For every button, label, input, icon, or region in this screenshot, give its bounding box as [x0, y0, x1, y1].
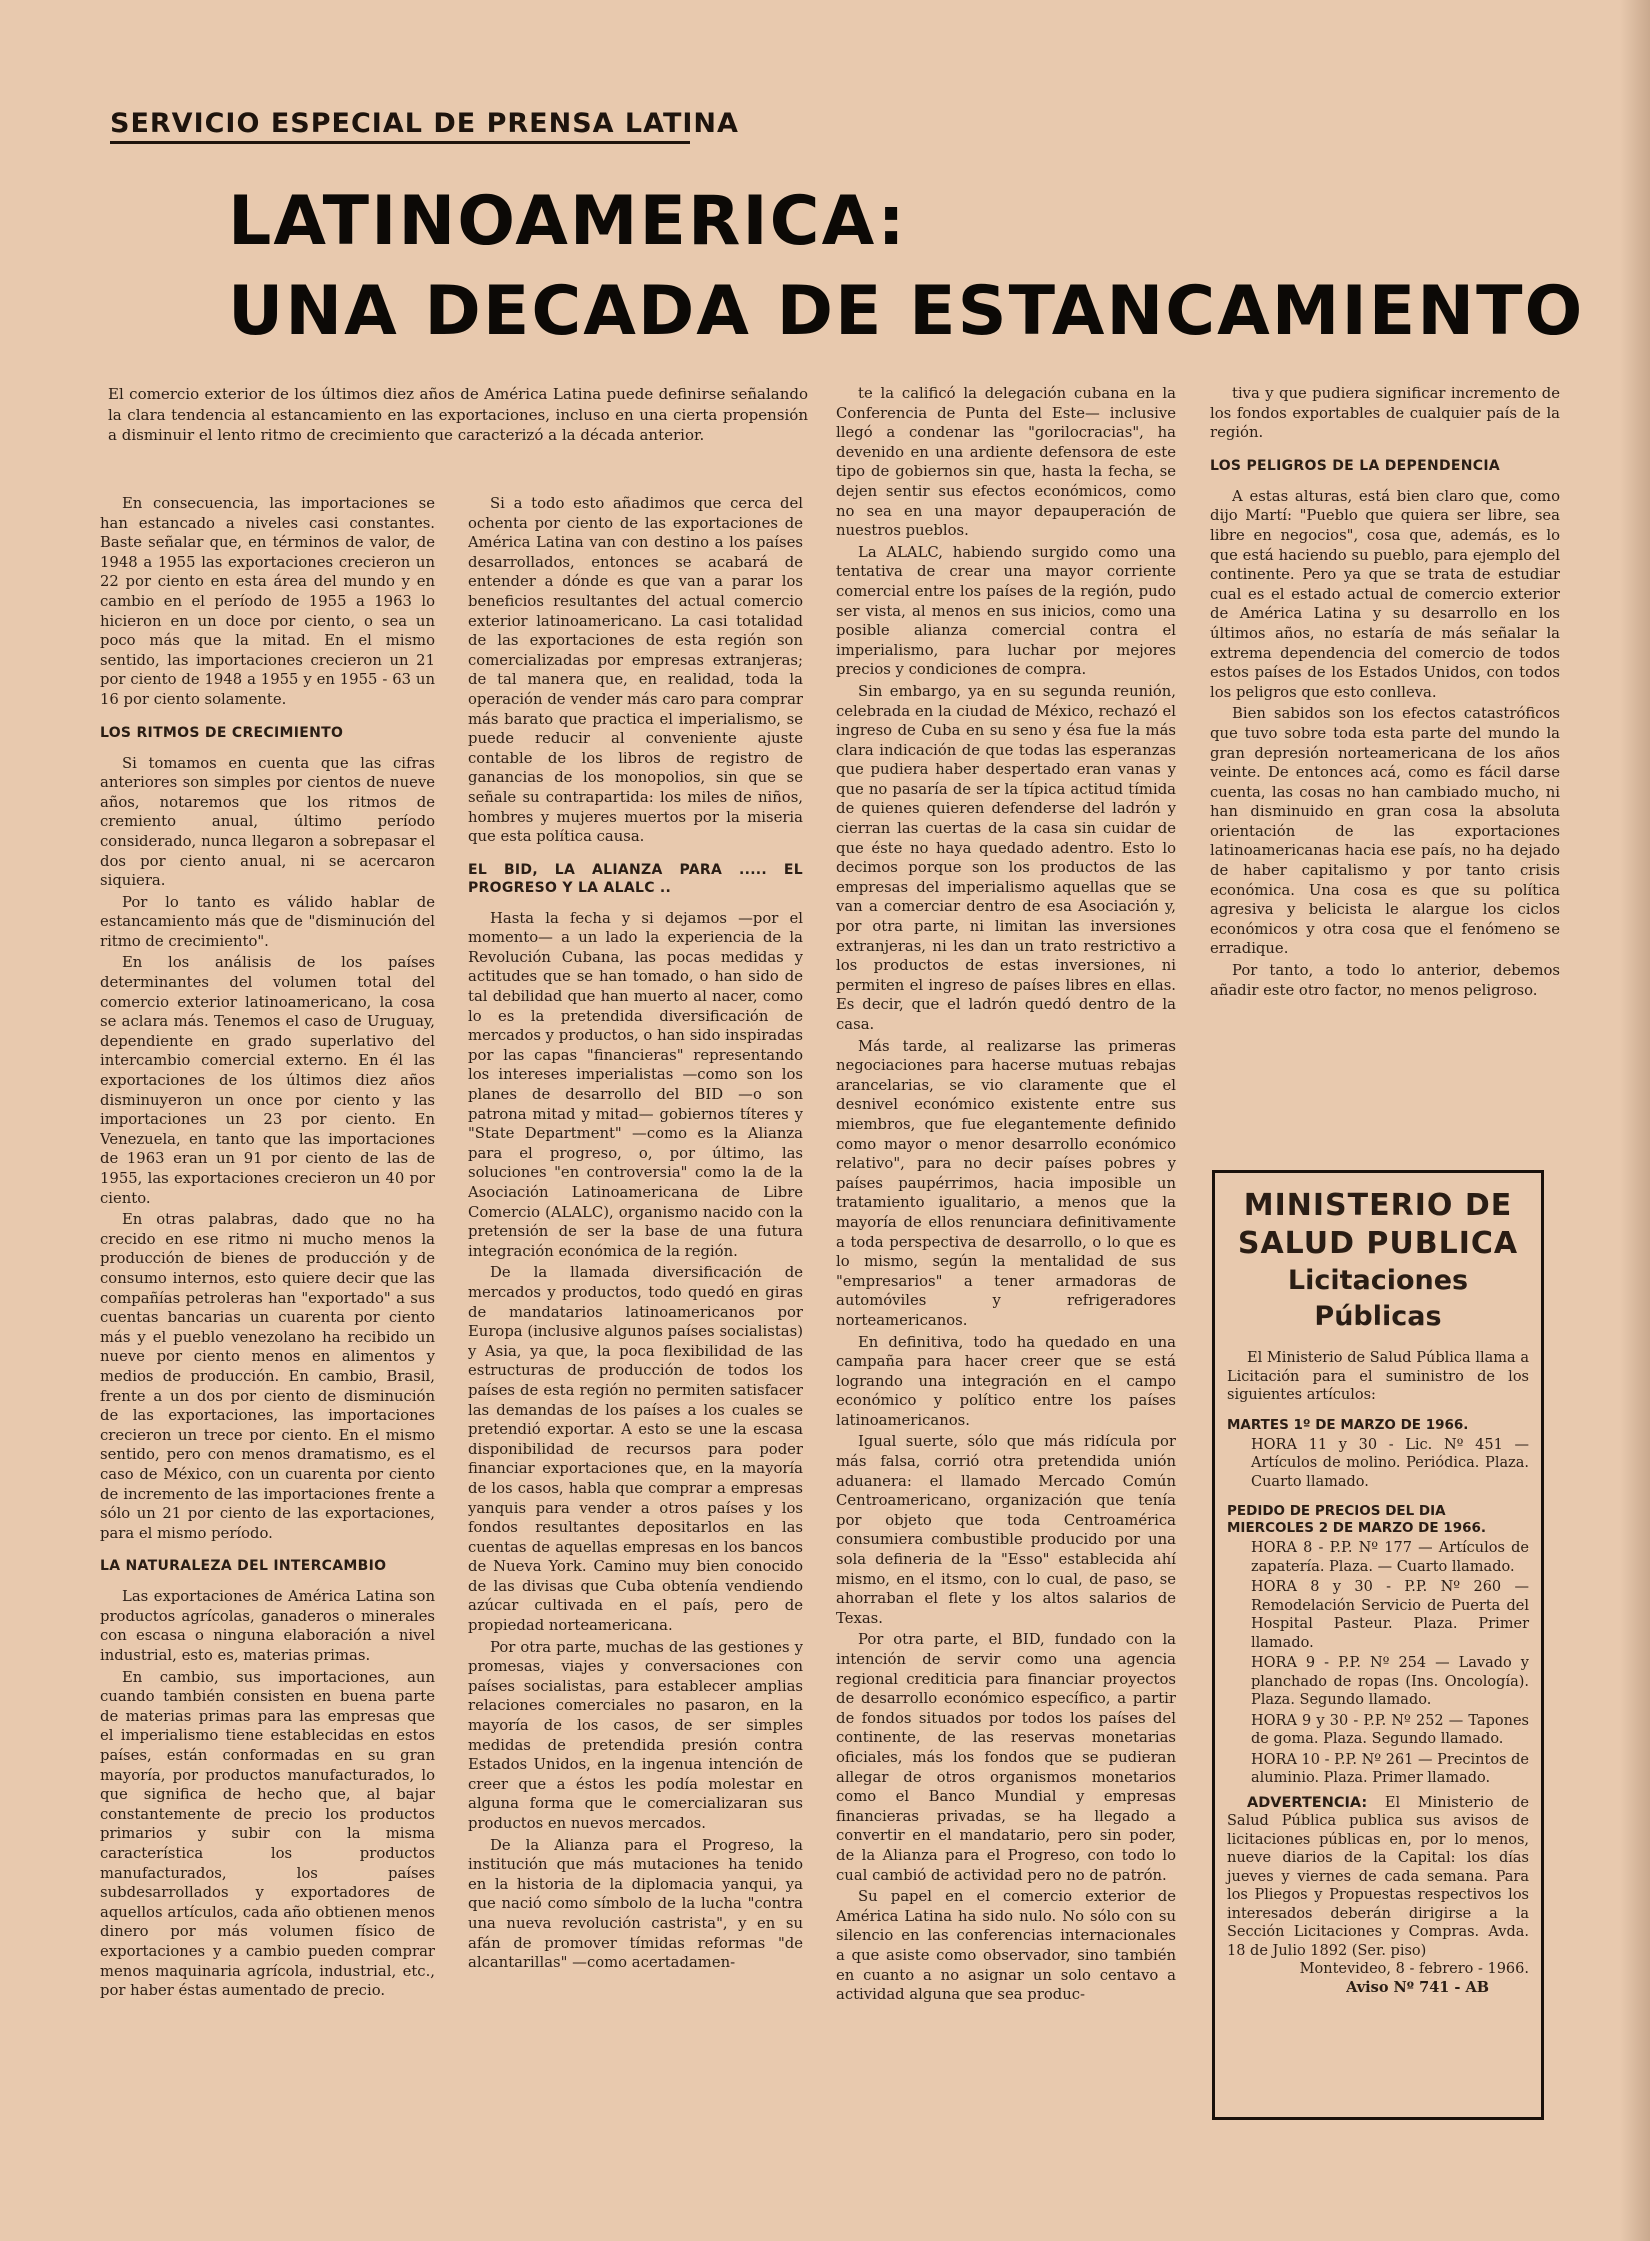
- subheading: LOS PELIGROS DE LA DEPENDENCIA: [1210, 457, 1500, 474]
- paragraph: Sin embargo, ya en su segunda reunión, celebrada en la ciudad de México, rechazó el ingreso de Cuba en su seno y ésa fue la más clara indicación de que todas las esperanzas que pudiera haber despertado eran vanas y que no pasaría de ser la típica actitud tímida de quienes quieren defenderse del ladrón y cierran las cuertas de la casa sin cuidar de que éste no haya quedado adentro. Esto lo decimos porque son los productos de las empresas del imperialismo aquellas que se van a comerciar dentro de esa Asociación y, por otra parte, ni limitan las inversiones extranjeras, ni les dan un trato restrictivo a los productos de estas inversiones, ni permiten el ingreso de países libres en ellas. Es decir, que el ladrón quedó dentro de la casa.: [836, 682, 1176, 1033]
- paragraph: En los análisis de los países determinantes del volumen total del comercio exterior latinoamericano, la cosa se aclara más. Tenemos el caso de Uruguay, dependiente en grado superlativo del intercambio comercial externo. En él las exportaciones de los últimos diez años disminuyeron un once por ciento y las importaciones un 23 por ciento. En Venezuela, en tanto que las importaciones de 1963 eran un 91 por ciento de las de 1955, las exportaciones crecieron un 40 por ciento.: [100, 954, 435, 1207]
- ad-item: HORA 8 - P.P. Nº 177 — Artículos de zapatería. Plaza. — Cuarto llamado.: [1251, 1540, 1529, 1575]
- ad-warning-text: El Ministerio de Salud Pública publica sus avisos de licitaciones públicas en, por lo menos, nueve diarios de la Capital: los días jueves y viernes de cada semana. Para los Pliegos y Propuestas respectivos los interesados deberán dirigirse a la Sección Licitaciones y Compras. Avda. 18 de Julio 1892 (Ser. piso): [1227, 1794, 1529, 1959]
- subheading: EL BID, LA ALIANZA PARA ..... EL PROGRESO Y LA ALALC ..: [468, 861, 803, 896]
- page-edge: [1620, 0, 1650, 2241]
- headline-line-1: LATINOAMERICA:: [228, 182, 907, 261]
- paragraph: A estas alturas, está bien claro que, como dijo Martí: "Pueblo que quiera ser libre, sea libre en negocios", cosa que, además, es lo que está haciendo su pueblo, para ejemplo del continente. Pero ya que se trata de estudiar cual es el estado actual de comercio exterior de América Latina y su desarrollo en los últimos años, no estaría de más señalar la extrema dependencia del comercio de todos estos países de los Estados Unidos, con todos los peligros que esto conlleva.: [1210, 487, 1560, 701]
- paragraph: De la llamada diversificación de mercados y productos, todo quedó en giras de mandatarios latinoamericanos por Europa (inclusive algunos países socialistas) y Asia, ya que, la poca flexibilidad de las estructuras de producción de todos los países de esta región no permiten satisfacer las demandas de los países a los cuales se pretendió exportar. A esto se une la escasa disponibilidad de recursos para poder financiar exportaciones que, en la mayoría de los casos, habla que comprar a empresas yanquis para vender a otros países y los fondos resultantes depositarlos en las cuentas de aquellas empresas en los bancos de Nueva York. Camino muy bien conocido de las divisas que Cuba obtenía vendiendo azúcar cultivada en el país, pero de propiedad norteamericana.: [468, 1264, 803, 1635]
- article-column-3: [836, 384, 1176, 2119]
- ad-warning: [1227, 1794, 1529, 1961]
- paragraph: Si a todo esto añadimos que cerca del ochenta por ciento de las exportaciones de América Latina van con destino a los países desarrollados, entonces se acabará de entender a dónde es que van a parar los beneficios resultantes del actual comercio exterior latinoamericano. La casi totalidad de las exportaciones de esta región son comercializadas por empresas extranjeras; de tal manera que, en realidad, toda la operación de vender más caro para comprar más barato que practica el imperialismo, se puede reducir al conveniente ajuste contable de los libros de registro de ganancias de los monopolios, sin que se señale su contrapartida: los miles de niños, hombres y mujeres muertos por la miseria que esta política causa.: [468, 495, 803, 846]
- ad-item: HORA 8 y 30 - P.P. Nº 260 — Remodelación Servicio de Puerta del Hospital Pasteur. Plaza. Primer llamado.: [1251, 1579, 1529, 1651]
- paragraph: En otras palabras, dado que no ha crecido en ese ritmo ni mucho menos la producción de bienes de producción y de consumo internos, esto quiere decir que las compañías petroleras han "exportado" a sus cuentas bancarias un cuarenta por ciento más y el pueblo venezolano ha recibido un nueve por ciento menos en alimentos y medios de producción. En cambio, Brasil, frente a un dos por ciento de disminución de las exportaciones, las importaciones crecieron un trece por ciento. En el mismo sentido, pero con menos dramatismo, es el caso de México, con un cuarenta por ciento de incremento de las importaciones frente a sólo un 21 por ciento de las exportaciones, para el mismo período.: [100, 1211, 435, 1542]
- ad-title-line-1: MINISTERIO DE: [1243, 1188, 1513, 1223]
- ad-place-date: Montevideo, 8 - febrero - 1966.: [1299, 1961, 1529, 1977]
- paragraph: Si tomamos en cuenta que las cifras anteriores son simples por cientos de nueve años, notaremos que los ritmos de cremiento anual, último período considerado, nunca llegaron a sobrepasar el dos por ciento anual, ni se acercaron siquiera.: [100, 754, 435, 890]
- lead-paragraph: El comercio exterior de los últimos diez años de América Latina puede definirse señalando la clara tendencia al estancamiento en las exportaciones, incluso en una cierta propensión a disminuir el lento ritmo de crecimiento que caracterizó a la década anterior.: [108, 385, 808, 444]
- paragraph: En definitiva, todo ha quedado en una campaña para hacer creer que se está logrando una integración en el campo económico y político entre los países latinoamericanos.: [836, 1333, 1176, 1429]
- article-column-4: [1210, 384, 1560, 1159]
- subheading: LOS RITMOS DE CRECIMIENTO: [100, 724, 344, 741]
- paragraph: Bien sabidos son los efectos catastróficos que tuvo sobre toda esta parte del mundo la gran depresión norteamericana de los años veinte. De entonces acá, como es fácil darse cuenta, las cosas no han cambiado mucho, ni han disminuido en gran cosa la absoluta orientación de las exportaciones latinoamericanas hacia ese país, no ha dejado de haber capitalismo y por tanto crisis económica. Una cosa es que su política agresiva y belicista le alargue los ciclos económicos y otra cosa que el fenómeno se erradique.: [1210, 705, 1560, 958]
- paragraph: Por lo tanto es válido hablar de estancamiento más que de "disminución del ritmo de crecimiento".: [100, 893, 435, 950]
- ad-item: HORA 9 - P.P. Nº 254 — Lavado y planchado de ropas (Ins. Oncología). Plaza. Segundo llamado.: [1251, 1655, 1529, 1708]
- ad-date-heading: MARTES 1º DE MARZO DE 1966.: [1227, 1416, 1469, 1433]
- ad-item: HORA 10 - P.P. Nº 261 — Precintos de aluminio. Plaza. Primer llamado.: [1251, 1751, 1529, 1786]
- ad-warning-label: ADVERTENCIA:: [1247, 1794, 1368, 1811]
- paragraph: Las exportaciones de América Latina son productos agrícolas, ganaderos o minerales con escasa o ninguna elaboración a nivel industrial, esto es, materias primas.: [100, 1588, 435, 1665]
- paragraph: En cambio, sus importaciones, aun cuando también consisten en buena parte de materias primas para las empresas que el imperialismo tiene establecidas en estos países, están conformadas en su gran mayoría, por productos manufacturados, lo que significa de hecho que, al bajar constantemente de precio los productos primarios y subir con la misma característica los productos manufacturados, los países subdesarrollados y exportadores de aquellos artículos, cada año obtienen menos dinero por más volumen físico de exportaciones y a cambio pueden comprar menos maquinaria agrícola, industrial, etc., por haber éstas aumentado de precio.: [100, 1668, 435, 2000]
- ad-title-line-2: SALUD PUBLICA: [1237, 1226, 1519, 1261]
- article-column-1: [100, 494, 435, 2119]
- ad-intro: El Ministerio de Salud Pública llama a Licitación para el suministro de los siguientes artículos:: [1227, 1350, 1529, 1403]
- paragraph: Más tarde, al realizarse las primeras negociaciones para hacerse mutuas rebajas arancelarias, se vio claramente que el desnivel económico existente entre sus miembros, que fue elegantemente definido como mayor o menor desarrollo económico relativo", para no decir países pobres y países paupérrimos, hacia imposible un tratamiento igualitario, a menos que la mayoría de ellos renunciara definitivamente a toda perspectiva de desarrollo, o lo que es lo mismo, según la mentalidad de sus "empresarios" a tener armadoras de automóviles y refrigeradores norteamericanos.: [836, 1037, 1176, 1329]
- paragraph: De la Alianza para el Progreso, la institución que más mutaciones ha tenido en la historia de la diplomacia yanqui, ya que nació como símbolo de la lucha "contra una nueva revolución castrista", y en su afán de promover tímidas reformas "de alcantarillas" —como acertadamen-: [468, 1836, 803, 1972]
- paragraph: tiva y que pudiera significar incremento de los fondos exportables de cualquier país de la región.: [1210, 385, 1560, 442]
- paragraph: Por tanto, a todo lo anterior, debemos añadir este otro factor, no menos peligroso.: [1210, 962, 1560, 999]
- subheading: LA NATURALEZA DEL INTERCAMBIO: [100, 1558, 387, 1575]
- headline-line-2: UNA DECADA DE ESTANCAMIENTO: [228, 272, 1585, 351]
- ad-subtitle: Licitaciones Públicas: [1287, 1265, 1469, 1332]
- ad-item: HORA 11 y 30 - Lic. Nº 451 — Artículos de molino. Periódica. Plaza. Cuarto llamado.: [1251, 1436, 1529, 1490]
- kicker: SERVICIO ESPECIAL DE PRENSA LATINA: [110, 108, 690, 144]
- ad-notice-number: Aviso Nº 741 - AB: [1346, 1978, 1489, 1996]
- paragraph: Por otra parte, el BID, fundado con la intención de servir como una agencia regional crediticia para financiar proyectos de desarrollo económico específico, a partir de fondos situados por todos los países del continente, de las reservas monetarias oficiales, más los fondos que se pudieran allegar de otros organismos monetarios como el Banco Mundial y empresas financieras privadas, se ha llegado a convertir en el mandatario, pero sin poder, de la Alianza para el Progreso, con todo lo cual cambió de actividad pero no de patrón.: [836, 1631, 1176, 1884]
- paragraph: te la calificó la delegación cubana en la Conferencia de Punta del Este— inclusive llegó a condenar las "gorilocracias", ha devenido en una ardiente defensora de este tipo de gobiernos sin que, hasta la fecha, se dejen sentir sus efectos económicos, como no sea en una mayor depauperación de nuestros pueblos.: [836, 385, 1176, 540]
- paragraph: En consecuencia, las importaciones se han estancado a niveles casi constantes. Baste señalar que, en términos de valor, de 1948 a 1955 las exportaciones crecieron un 22 por ciento en esta área del mundo y en cambio en el período de 1955 a 1963 lo hicieron en un doce por ciento, o sea un poco más que la mitad. En el mismo sentido, las importaciones crecieron un 21 por ciento de 1948 a 1955 y en 1955 - 63 un 16 por ciento solamente.: [100, 495, 435, 708]
- ministry-tender-advertisement: [1212, 1170, 1544, 2120]
- article-column-2: [468, 494, 803, 2119]
- paragraph: Igual suerte, sólo que más ridícula por más falsa, corrió otra pretendida unión aduanera: el llamado Mercado Común Centroamericano, organización que tenía por objeto que toda Centroamérica consumiera combustible producido por una sola defineria de la "Esso" establecida ahí mismo, en el itsmo, con lo cual, de paso, se ahorraban el flete y los altos salarios de Texas.: [836, 1433, 1176, 1627]
- ad-item: HORA 9 y 30 - P.P. Nº 252 — Tapones de goma. Plaza. Segundo llamado.: [1251, 1712, 1529, 1747]
- paragraph: Hasta la fecha y si dejamos —por el momento— a un lado la experiencia de la Revolución Cubana, las pocas medidas y actitudes que se han tomado, o han sido de tal debilidad que han muerto al nacer, como lo es la pretendida diversificación de mercados y productos, o han sido inspiradas por las capas "financieras" representando los intereses imperialistas —como son los planes de desarrollo del BID —o son patrona mitad y mitad— gobiernos títeres y "State Department" —como es la Alianza para el progreso, o, por último, las soluciones "en controversia" como la de la Asociación Latinoamericana de Libre Comercio (ALALC), organismo nacido con la pretensión de ser la base de una futura integración económica de la región.: [468, 909, 803, 1260]
- paragraph: Su papel en el comercio exterior de América Latina ha sido nulo. No sólo con su silencio en las conferencias internacionales a que asiste como observador, sino también en cuanto a no asignar un solo centavo a actividad alguna que sea produc-: [836, 1888, 1176, 2004]
- paragraph: Por otra parte, muchas de las gestiones y promesas, viajes y conversaciones con países socialistas, para establecer amplias relaciones comerciales no pasaron, en la mayoría de los casos, de ser simples medidas de pretendida presión contra Estados Unidos, en la ingenua intención de creer que a éstos les podía molestar en alguna forma que le comercializaran sus productos en nuevos mercados.: [468, 1638, 803, 1832]
- ad-date-heading: PEDIDO DE PRECIOS DEL DIA MIERCOLES 2 DE MARZO DE 1966.: [1227, 1503, 1486, 1536]
- paragraph: La ALALC, habiendo surgido como una tentativa de crear una mayor corriente comercial entre los países de la región, pudo ser vista, al menos en sus inicios, como una posible alianza comercial contra el imperialismo, para luchar por mejores precios y condiciones de compra.: [836, 543, 1176, 679]
